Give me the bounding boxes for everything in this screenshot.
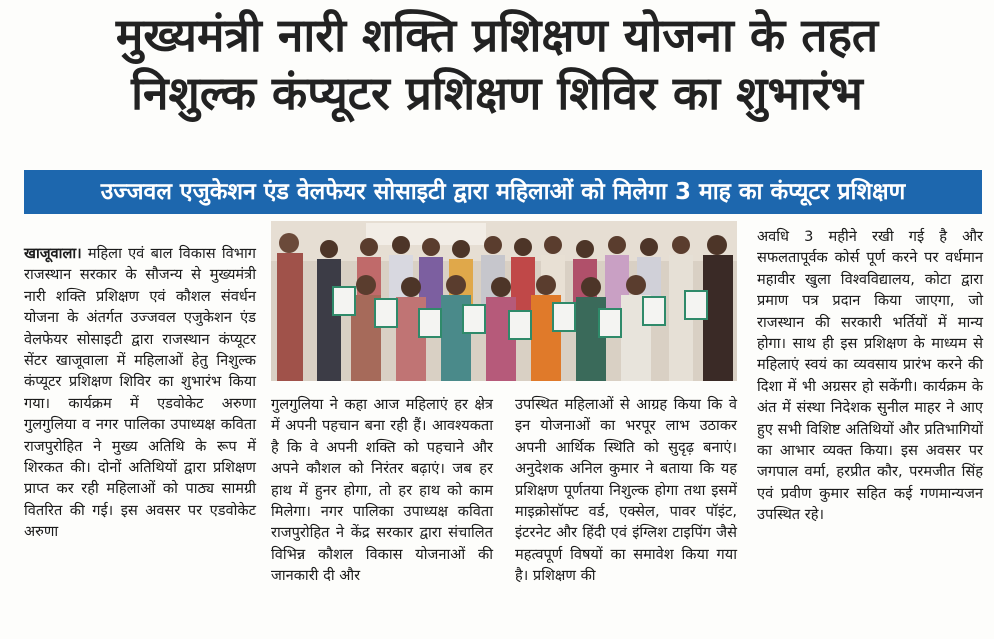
article-text-col2: गुलगुलिया ने कहा आज महिलाएं हर क्षेत्र में अपनी पहचान बना रही हैं। आवश्यकता है कि वे अपनी शक्ति को पहचाने और अपने कौशल को निरंतर बढ़ाएं। जब हर हाथ में हुनर होगा, तो हर हाथ को काम मिलेगा। नगर पालिका उपाध्यक्ष कविता राजपुरोहित ने केंद्र सरकार द्वारा संचालित विभिन्न कौशल विकास योजनाओं की जानकारी दी और — [271, 396, 493, 585]
headline-line-2: निशुल्क कंप्यूटर प्रशिक्षण शिविर का शुभारंभ — [131, 66, 863, 120]
article-column-2 — [271, 394, 493, 587]
news-photo — [271, 221, 737, 381]
headline — [0, 6, 994, 122]
article-text-col1: महिला एवं बाल विकास विभाग राजस्थान सरकार के सौजन्य से मुख्यमंत्री नारी शक्ति प्रशिक्षण एवं कौशल संवर्धन योजना के अंतर्गत उज्जवल एजुकेशन एंड वेलफेयर सोसाइटी द्वारा राजस्थान कंप्यूटर सेंटर खाजूवाला में महिलाओं हेतु निशुल्क कंप्यूटर प्रशिक्षण शिविर का शुभारंभ किया गया। कार्यक्रम में एडवोकेट अरुणा गुलगुलिया व नगर पालिका उपाध्यक्ष कविता राजपुरोहित ने मुख्य अतिथि के रूप में शिरकत की। दोनों अतिथियों द्वारा प्रशिक्षण प्राप्त कर रही महिलाओं को पाठ्य सामग्री वितरित की गई। इस अवसर पर एडवोकेट अरुणा — [24, 245, 256, 541]
dateline: खाजूवाला। — [24, 245, 82, 262]
article-column-4 — [757, 226, 983, 526]
article-text-col3: उपस्थित महिलाओं से आग्रह किया कि वे इन योजनाओं का भरपूर लाभ उठाकर अपनी आर्थिक स्थिति को सुदृढ़ बनाएं। अनुदेशक अनिल कुमार ने बताया कि यह प्रशिक्षण पूर्णतया निशुल्क होगा तथा इसमें माइक्रोसॉफ्ट वर्ड, एक्सेल, पावर पॉइंट, इंटरनेट और हिंदी एवं इंग्लिश टाइपिंग जैसे महत्वपूर्ण विषयों का समावेश किया गया है। प्रशिक्षण की — [515, 396, 737, 585]
article-column-3 — [515, 394, 737, 587]
article-text-col4: अवधि 3 महीने रखी गई है और सफलतापूर्वक कोर्स पूर्ण करने पर वर्धमान महावीर खुला विश्वविद्यालय, कोटा द्वारा प्रमाण पत्र प्रदान किया जाएगा, जो राजस्थान की सरकारी भर्तियों में मान्य होगा। साथ ही इस प्रशिक्षण के माध्यम से महिलाएं स्वयं का व्यवसाय प्रारंभ करने की दिशा में भी अग्रसर हो सकेंगी। कार्यक्रम के अंत में संस्था निदेशक सुनील माहर ने आए हुए सभी विशिष्ट अतिथियों और प्रतिभागियों का आभार व्यक्त किया। इस अवसर पर जगपाल वर्मा, हरप्रीत कौर, परमजीत सिंह एवं प्रवीण कुमार सहित कई गणमान्यजन उपस्थित रहे। — [757, 228, 983, 524]
article-column-1 — [24, 243, 256, 543]
group-photo-illustration — [271, 221, 737, 381]
headline-line-1: मुख्यमंत्री नारी शक्ति प्रशिक्षण योजना के तहत — [115, 8, 879, 62]
subheadline-banner: उज्जवल एजुकेशन एंड वेलफेयर सोसाइटी द्वारा महिलाओं को मिलेगा 3 माह का कंप्यूटर प्रशिक्षण — [24, 170, 982, 214]
